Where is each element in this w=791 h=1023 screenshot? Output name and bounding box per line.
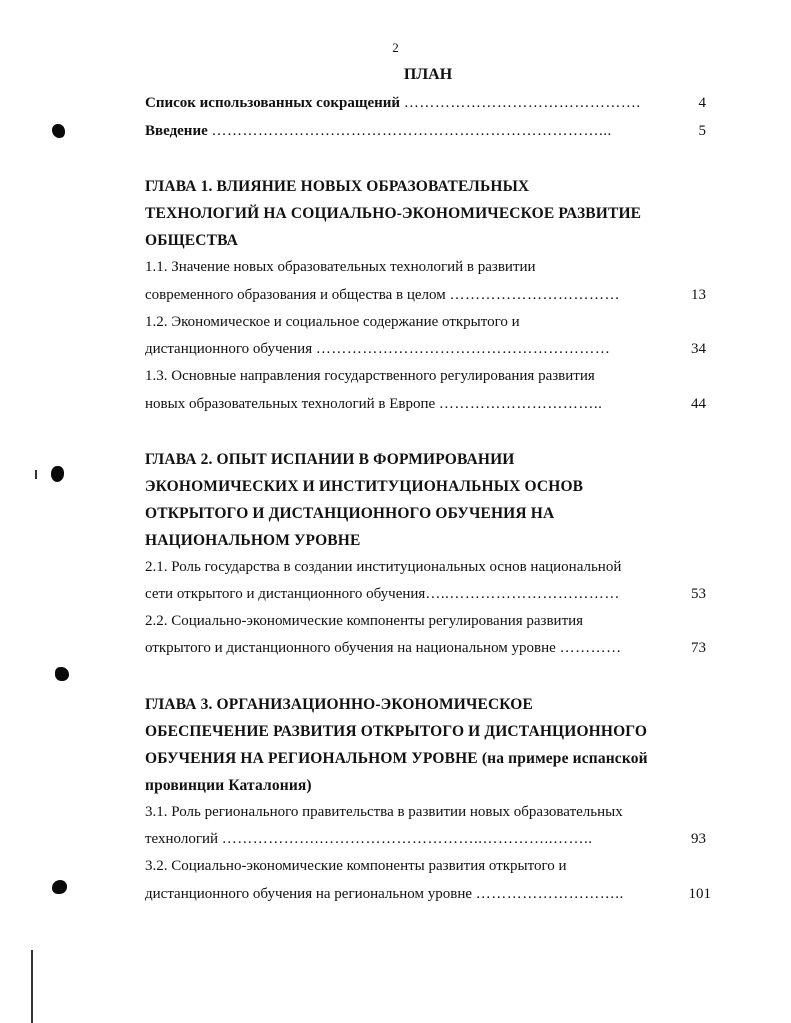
chapter-3-heading-line: провинции Каталония): [145, 777, 312, 794]
toc-entry-label: Список использованных сокращений: [145, 95, 401, 111]
section-1-1-page: 13: [691, 287, 706, 303]
section-text: технологий: [145, 831, 219, 847]
section-3-2-line: 3.2. Социально-экономические компоненты развития открытого и: [145, 858, 567, 874]
chapter-2-heading-line: ОТКРЫТОГО И ДИСТАНЦИОННОГО ОБУЧЕНИЯ НА: [145, 505, 555, 522]
section-2-2-line: 2.2. Социально-экономические компоненты регулирования развития: [145, 613, 584, 629]
chapter-2-heading-line: ЭКОНОМИЧЕСКИХ И ИНСТИТУЦИОНАЛЬНЫХ ОСНОВ: [145, 478, 584, 495]
scan-edge-mark: [35, 470, 37, 479]
section-2-1-line: 2.1. Роль государства в создании институциональных основ национальной: [145, 559, 622, 575]
section-text: новых образовательных технологий в Европе: [145, 396, 436, 412]
toc-page-introduction: 5: [698, 123, 706, 139]
punch-hole-mark: [52, 124, 65, 138]
section-3-2-line: дистанционного обучения на региональном уровне ………………………..: [145, 886, 624, 902]
section-1-1-line: 1.1. Значение новых образовательных технологий в развитии: [145, 259, 536, 275]
page-number: 2: [392, 40, 399, 55]
punch-hole-mark: [55, 667, 69, 681]
section-text: дистанционного обучения: [145, 341, 313, 357]
section-2-2-page: 73: [691, 640, 706, 656]
punch-hole-mark: [51, 466, 64, 482]
toc-entry-label: Введение: [145, 123, 208, 139]
chapter-1-heading-line: ОБЩЕСТВА: [145, 232, 238, 249]
section-1-1-line: современного образования и общества в целом ……………………………: [145, 287, 620, 303]
section-1-3-page: 44: [691, 396, 706, 412]
chapter-3-heading-line: ОБУЧЕНИЯ НА РЕГИОНАЛЬНОМ УРОВНЕ (на примере испанской: [145, 750, 648, 767]
section-2-1-line: сети открытого и дистанционного обучения…..……………………………: [145, 586, 620, 602]
section-text: сети открытого и дистанционного обучения: [145, 586, 426, 602]
chapter-1-heading-line: ГЛАВА 1. ВЛИЯНИЕ НОВЫХ ОБРАЗОВАТЕЛЬНЫХ: [145, 178, 530, 195]
page-title: ПЛАН: [403, 66, 453, 83]
section-2-2-line: открытого и дистанционного обучения на национальном уровне …………: [145, 640, 622, 656]
chapter-1-heading-line: ТЕХНОЛОГИЙ НА СОЦИАЛЬНО-ЭКОНОМИЧЕСКОЕ РАЗВИТИЕ: [145, 205, 642, 222]
section-3-2-page: 101: [688, 886, 711, 902]
chapter-2-heading-line: НАЦИОНАЛЬНОМ УРОВНЕ: [145, 532, 361, 549]
chapter-2-heading-line: ГЛАВА 2. ОПЫТ ИСПАНИИ В ФОРМИРОВАНИИ: [145, 451, 515, 468]
toc-entry-introduction: Введение …………………………………………………………………...: [145, 123, 612, 139]
punch-hole-mark: [52, 880, 67, 894]
toc-entry-abbreviations: Список использованных сокращений ……………………………………….: [145, 95, 641, 111]
scan-edge-mark: [31, 950, 33, 1023]
section-1-2-page: 34: [691, 341, 706, 357]
section-1-3-line: 1.3. Основные направления государственного регулирования развития: [145, 368, 595, 384]
toc-page-abbreviations: 4: [698, 95, 706, 111]
section-1-2-line: дистанционного обучения …………………………………………………: [145, 341, 611, 357]
section-text: открытого и дистанционного обучения на национальном уровне: [145, 640, 556, 656]
section-text: дистанционного обучения на региональном уровне: [145, 886, 473, 902]
section-1-3-line: новых образовательных технологий в Европе …………………………..: [145, 396, 603, 412]
section-text: современного образования и общества в целом: [145, 287, 446, 303]
chapter-3-heading-line: ОБЕСПЕЧЕНИЕ РАЗВИТИЯ ОТКРЫТОГО И ДИСТАНЦИОННОГО: [145, 723, 648, 740]
chapter-3-heading-line: ГЛАВА 3. ОРГАНИЗАЦИОННО-ЭКОНОМИЧЕСКОЕ: [145, 696, 534, 713]
section-3-1-line: технологий ……………….…………………………..…………..……..: [145, 831, 593, 847]
section-3-1-page: 93: [691, 831, 706, 847]
section-2-1-page: 53: [691, 586, 706, 602]
section-3-1-line: 3.1. Роль регионального правительства в развитии новых образовательных: [145, 804, 623, 820]
section-1-2-line: 1.2. Экономическое и социальное содержание открытого и: [145, 314, 520, 330]
